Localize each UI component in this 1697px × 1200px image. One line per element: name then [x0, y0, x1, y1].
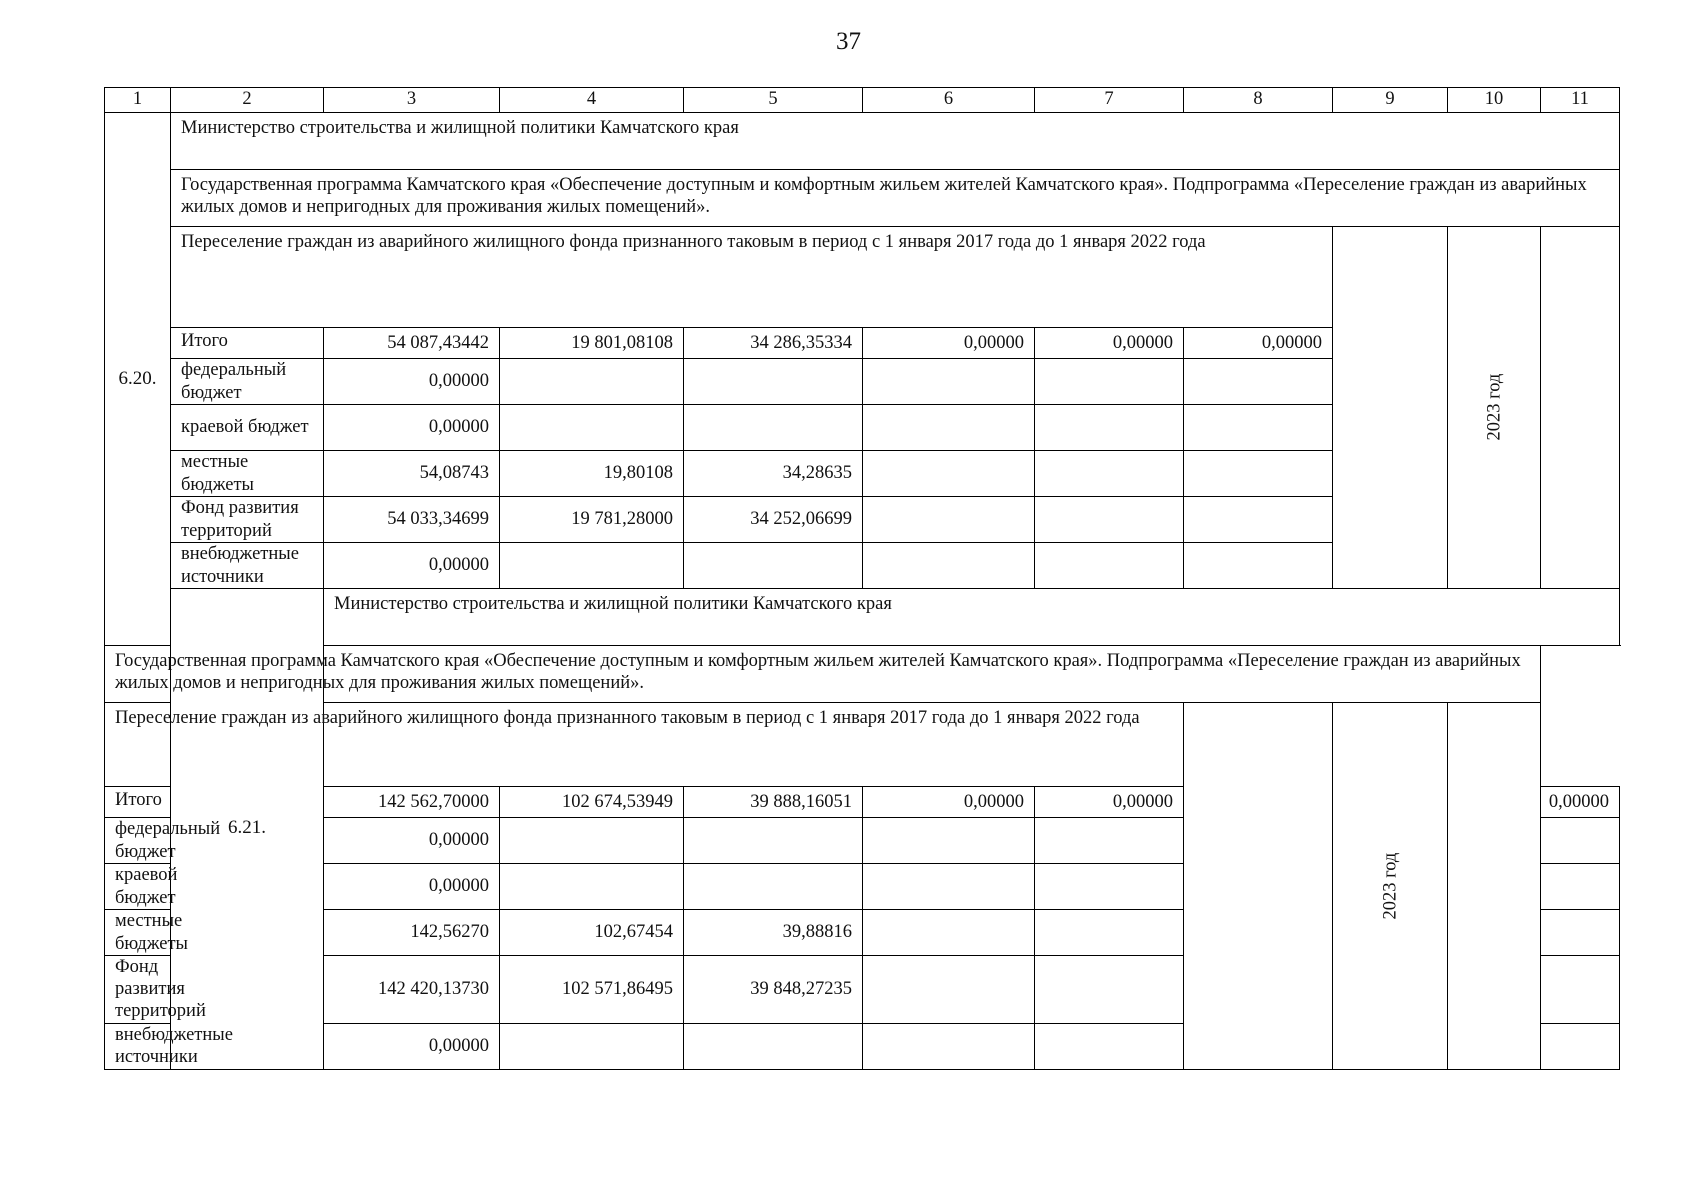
- amount-cell: [684, 1023, 863, 1069]
- amount-cell: 0,00000: [324, 864, 500, 910]
- funding-source-label: Итого: [105, 787, 171, 818]
- amount-cell: [863, 910, 1035, 956]
- funding-source-label: федеральный бюджет: [171, 359, 324, 405]
- amount-cell: 34 252,06699: [684, 497, 863, 543]
- amount-cell: 0,00000: [1035, 787, 1184, 818]
- funding-source-label: Фонд развития территорий: [171, 497, 324, 543]
- year-cell: [1333, 703, 1448, 1070]
- funding-source-label: краевой бюджет: [105, 864, 171, 910]
- funding-source-label: Фонд развития территорий: [105, 956, 171, 1024]
- amount-cell: 0,00000: [324, 818, 500, 864]
- col-header: 3: [324, 88, 500, 113]
- ministry-row: [105, 589, 1620, 646]
- amount-cell: [500, 359, 684, 405]
- amount-cell: [1035, 405, 1184, 451]
- funding-source-label: местные бюджеты: [171, 451, 324, 497]
- amount-cell: [863, 864, 1035, 910]
- year-label: 2023 год: [1483, 374, 1504, 441]
- event-name: Переселение граждан из аварийного жилищного фонда признанного таковым в период с 1 января 2017 года до 1 января 2022 года: [105, 703, 1184, 787]
- amount-cell: [1035, 910, 1184, 956]
- col-header: 11: [1541, 88, 1620, 113]
- program-name: Государственная программа Камчатского края «Обеспечение доступным и комфортным жильем жителей Камчатского края». Подпрограмма «Переселение граждан из аварийных жилых домов и непригодных для проживания жилых помещений».: [105, 646, 1541, 703]
- amount-cell: 54,08743: [324, 451, 500, 497]
- amount-cell: 0,00000: [1184, 328, 1333, 359]
- amount-cell: 102 571,86495: [500, 956, 684, 1024]
- budget-table: [104, 87, 1620, 1070]
- col-header: 5: [684, 88, 863, 113]
- program-row: [105, 170, 1620, 227]
- amount-cell: [1035, 1023, 1184, 1069]
- amount-cell: [1035, 864, 1184, 910]
- amount-cell: 0,00000: [863, 787, 1035, 818]
- funding-source-label: краевой бюджет: [171, 405, 324, 451]
- amount-cell: 0,00000: [863, 328, 1035, 359]
- amount-cell: 0,00000: [324, 359, 500, 405]
- col9-cell: [1184, 703, 1333, 1070]
- amount-cell: [1184, 451, 1333, 497]
- amount-cell: 142 420,13730: [324, 956, 500, 1024]
- col-header: 4: [500, 88, 684, 113]
- amount-cell: 0,00000: [1541, 787, 1620, 818]
- amount-cell: [684, 405, 863, 451]
- amount-cell: 0,00000: [324, 543, 500, 589]
- col-header: 2: [171, 88, 324, 113]
- section-number: 6.21.: [171, 589, 324, 1070]
- year-label: 2023 год: [1379, 852, 1400, 920]
- amount-cell: [1035, 956, 1184, 1024]
- col-header: 8: [1184, 88, 1333, 113]
- amount-cell: 0,00000: [1035, 328, 1184, 359]
- amount-cell: [684, 818, 863, 864]
- event-row: [105, 227, 1620, 328]
- col-header: 7: [1035, 88, 1184, 113]
- amount-cell: [1541, 1023, 1620, 1069]
- amount-cell: 142 562,70000: [324, 787, 500, 818]
- col-header: 6: [863, 88, 1035, 113]
- amount-cell: 142,56270: [324, 910, 500, 956]
- ministry-name: Министерство строительства и жилищной политики Камчатского края: [171, 113, 1620, 170]
- col11-cell: [1541, 227, 1620, 589]
- event-row: [105, 703, 1620, 787]
- amount-cell: [863, 1023, 1035, 1069]
- year-cell: [1448, 227, 1541, 589]
- amount-cell: [1541, 956, 1620, 1024]
- program-name: Государственная программа Камчатского края «Обеспечение доступным и комфортным жильем жителей Камчатского края». Подпрограмма «Переселение граждан из аварийных жилых домов и непригодных для проживания жилых помещений».: [171, 170, 1620, 227]
- amount-cell: [684, 359, 863, 405]
- amount-cell: [863, 818, 1035, 864]
- amount-cell: 19 781,28000: [500, 497, 684, 543]
- amount-cell: [1541, 910, 1620, 956]
- page-number: 37: [836, 28, 861, 55]
- ministry-row: [105, 113, 1620, 170]
- amount-cell: [1035, 359, 1184, 405]
- ministry-name: Министерство строительства и жилищной политики Камчатского края: [324, 589, 1620, 646]
- amount-cell: [863, 359, 1035, 405]
- funding-source-label: внебюджетные источники: [105, 1023, 171, 1069]
- col11-cell: [1448, 703, 1541, 1070]
- amount-cell: [1035, 818, 1184, 864]
- funding-source-label: внебюджетные источники: [171, 543, 324, 589]
- amount-cell: [500, 818, 684, 864]
- amount-cell: 54 087,43442: [324, 328, 500, 359]
- amount-cell: [500, 1023, 684, 1069]
- amount-cell: [684, 864, 863, 910]
- amount-cell: [1035, 497, 1184, 543]
- amount-cell: [863, 497, 1035, 543]
- amount-cell: [863, 451, 1035, 497]
- amount-cell: 102 674,53949: [500, 787, 684, 818]
- amount-cell: 54 033,34699: [324, 497, 500, 543]
- amount-cell: [1541, 818, 1620, 864]
- amount-cell: 34 286,35334: [684, 328, 863, 359]
- amount-cell: [863, 543, 1035, 589]
- amount-cell: [684, 543, 863, 589]
- event-name: Переселение граждан из аварийного жилищного фонда признанного таковым в период с 1 января 2017 года до 1 января 2022 года: [171, 227, 1333, 328]
- amount-cell: [1184, 359, 1333, 405]
- header-row: [105, 88, 1620, 113]
- funding-source-label: федеральный бюджет: [105, 818, 171, 864]
- col-header: 10: [1448, 88, 1541, 113]
- amount-cell: 19 801,08108: [500, 328, 684, 359]
- amount-cell: 19,80108: [500, 451, 684, 497]
- amount-cell: 39 848,27235: [684, 956, 863, 1024]
- amount-cell: 39,88816: [684, 910, 863, 956]
- amount-cell: [1184, 543, 1333, 589]
- program-row: [105, 646, 1620, 703]
- col9-cell: [1333, 227, 1448, 589]
- amount-cell: [500, 864, 684, 910]
- amount-cell: [1035, 543, 1184, 589]
- amount-cell: [1541, 864, 1620, 910]
- amount-cell: [863, 405, 1035, 451]
- amount-cell: [500, 405, 684, 451]
- amount-cell: [1184, 497, 1333, 543]
- amount-cell: 34,28635: [684, 451, 863, 497]
- amount-cell: [1035, 451, 1184, 497]
- amount-cell: 102,67454: [500, 910, 684, 956]
- funding-source-label: Итого: [171, 328, 324, 359]
- funding-source-label: местные бюджеты: [105, 910, 171, 956]
- amount-cell: [863, 956, 1035, 1024]
- amount-cell: 39 888,16051: [684, 787, 863, 818]
- amount-cell: 0,00000: [324, 405, 500, 451]
- section-number: 6.20.: [105, 113, 171, 646]
- amount-cell: [1184, 405, 1333, 451]
- amount-cell: 0,00000: [324, 1023, 500, 1069]
- col-header: 9: [1333, 88, 1448, 113]
- col-header: 1: [105, 88, 171, 113]
- amount-cell: [500, 543, 684, 589]
